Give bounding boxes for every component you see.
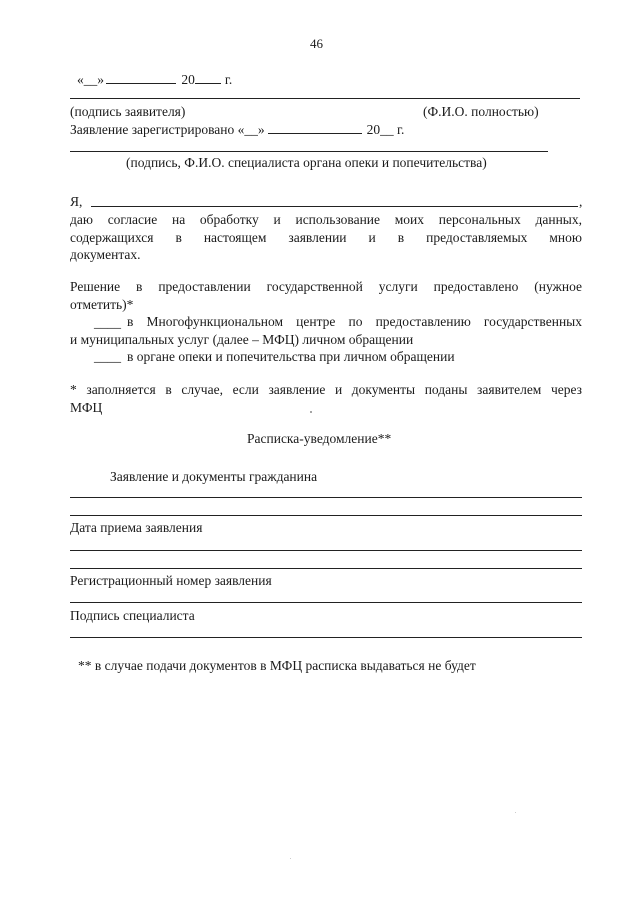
consent-pronoun: Я, [70,194,83,209]
receipt-signature-label: Подпись специалиста [70,608,195,623]
receipt-docs-line-2 [70,515,582,516]
consent-text-line-1: даю согласие на обработку и использование моих персональных данных, [70,212,582,227]
scan-speck [515,812,516,813]
page-number: 46 [310,36,323,51]
consent-text-line-2: содержащихся в настоящем заявлении и в предоставляемых мною [70,230,582,245]
decision-option-1-line-2: и муниципальных услуг (далее – МФЦ) личном обращении [70,332,414,347]
decision-line-1: Решение в предоставлении государственной услуги предоставлено (нужное [70,279,582,294]
receipt-title: Расписка-уведомление** [247,431,392,446]
receipt-date-label: Дата приема заявления [70,520,203,535]
registered-line [70,122,404,138]
decision-option-2-blank: ____ [94,349,121,364]
date-year-blank [195,72,221,84]
applicant-signature-line [70,98,580,99]
specialist-caption: (подпись, Ф.И.О. специалиста органа опеки и попечительства) [126,155,487,170]
decision-option-1-blank: ____ [94,315,121,330]
registered-label: Заявление зарегистрировано «__» [70,122,265,137]
receipt-regnum-line [70,602,582,603]
decision-option-2-text: в органе опеки и попечительства при личном обращении [127,349,455,364]
date-year-prefix: 20 [181,72,195,87]
consent-comma: , [579,194,583,209]
date-line [77,72,232,88]
scan-speck [310,411,312,413]
date-year-suffix: г. [224,72,233,87]
scan-speck [290,858,291,859]
applicant-signature-caption: (подпись заявителя) [70,104,186,119]
receipt-docs-line-1 [70,497,582,498]
footnote-2: ** в случае подачи документов в МФЦ расписка выдаваться не будет [78,658,476,673]
receipt-regnum-label: Регистрационный номер заявления [70,573,272,588]
registered-year-suffix: г. [396,122,405,137]
applicant-fullname-caption: (Ф.И.О. полностью) [423,104,539,119]
decision-option-1-line-1: в Многофункциональном центре по предоставлению государственных [127,314,582,329]
registered-year-prefix: 20__ [366,122,394,137]
receipt-signature-line [70,637,582,638]
consent-text-line-3: документах. [70,247,141,262]
decision-line-2: отметить)* [70,297,134,312]
date-month-blank [106,72,176,84]
receipt-date-line-1 [70,550,582,551]
receipt-date-line-2 [70,568,582,569]
date-day: «__» [77,72,104,87]
receipt-docs-label: Заявление и документы гражданина [110,469,318,484]
specialist-signature-line [70,151,548,152]
footnote-1-line-2: МФЦ [70,400,103,415]
footnote-1-line-1: * заполняется в случае, если заявление и документы поданы заявителем через [70,382,582,397]
consent-name-line [91,206,578,207]
registered-month-blank [268,122,362,134]
